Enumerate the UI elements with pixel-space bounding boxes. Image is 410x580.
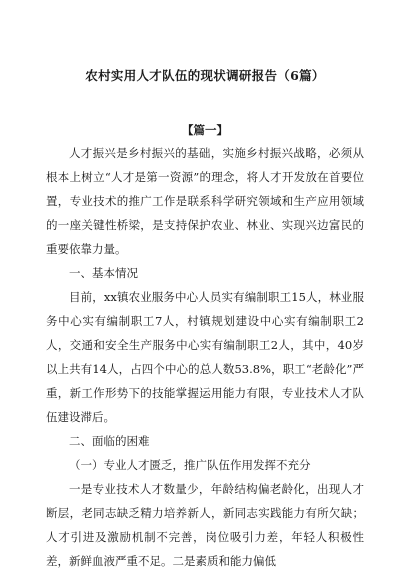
paragraph-basic-situation: 目前，xx镇农业服务中心人员实有编制职工15人，林业服务中心实有编制职工7人，村镇规划建设中心实有编制职工2人，交通和安全生产服务中心实有编制职工2人，其中，40岁以上共有14人，占四个中心的总人数53.8%，职工“老龄化”严重，新工作形势下的技能掌握运用能力有限，专业技术人才队伍建设滞后。 [46,290,364,424]
paragraph-talent-shortage: 一是专业技术人才数量少，年龄结构偏老龄化，出现人才断层，老同志缺乏精力培养新人，新同志实践能力有所欠缺；人才引进及激励机制不完善，岗位吸引力差，年轻人积极性差，新鲜血液严重不足。二是素质和能力偏低 [46,482,364,568]
heading-difficulties: 二、面临的困难 [69,434,150,448]
paragraph-intro: 人才振兴是乡村振兴的基础，实施乡村振兴战略，必须从根本上树立“人才是第一资源”的理念，将人才开发放在首要位置，专业技术的推广工作是联系科学研究领域和生产应用领域的一座关键性桥梁，是支持保护农业、林业、实现兴边富民的重要依靠力量。 [46,146,364,256]
document-body [46,141,364,573]
document-title: 农村实用人才队伍的现状调研报告（6篇） [85,68,325,83]
section-heading: 【篇一】 [182,123,228,137]
heading-basic-situation: 一、基本情况 [69,266,138,280]
subheading-talent-shortage: （一）专业人才匮乏，推广队伍作用发挥不充分 [69,458,311,472]
